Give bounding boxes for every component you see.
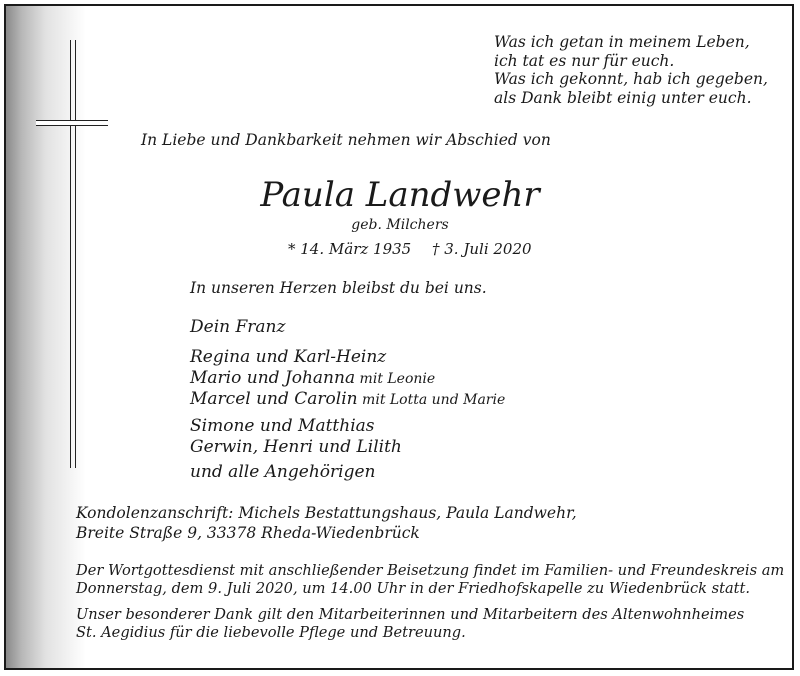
family-line-main: Mario und Johanna: [190, 368, 356, 388]
thanks-note: [76, 606, 744, 642]
family-line-main: Marcel und Carolin: [190, 389, 358, 409]
condolence-line: Kondolenzanschrift: Michels Bestattungshaus, Paula Landwehr,: [76, 504, 577, 522]
family-line-children: mit Leonie: [355, 371, 436, 387]
family-line: Regina und Karl-Heinz: [190, 347, 387, 367]
family-line: Simone und Matthias: [190, 416, 375, 436]
family-line: [190, 389, 505, 411]
family-line: [190, 368, 435, 390]
heart-line: In unseren Herzen bleibst du bei uns.: [190, 279, 487, 297]
family-line: Gerwin, Henri und Lilith: [190, 437, 402, 457]
cross-icon: [36, 120, 108, 126]
poem-line: Was ich getan in meinem Leben,: [494, 33, 750, 51]
thanks-line: St. Aegidius für die liebevolle Pflege und Betreuung.: [76, 624, 466, 641]
poem: [494, 33, 768, 107]
condolence-line: Breite Straße 9, 33378 Rheda-Wiedenbrück: [76, 524, 420, 542]
death-date: † 3. Juli 2020: [432, 240, 532, 258]
family-line-children: mit Lotta und Marie: [357, 392, 506, 408]
thanks-line: Unser besonderer Dank gilt den Mitarbeiterinnen und Mitarbeitern des Altenwohnheimes: [76, 606, 745, 623]
service-line: Donnerstag, dem 9. Juli 2020, um 14.00 Uhr in der Friedhofskapelle zu Wiedenbrück statt.: [76, 580, 751, 597]
service-info: [76, 562, 784, 598]
poem-line: als Dank bleibt einig unter euch.: [494, 88, 752, 107]
deceased-name: Paula Landwehr: [260, 175, 540, 215]
cross-icon-vertical-bar: [70, 40, 76, 468]
birth-name: geb. Milchers: [351, 217, 449, 233]
intro-text: In Liebe und Dankbarkeit nehmen wir Abschied von: [141, 131, 551, 149]
family-spouse: Dein Franz: [190, 317, 286, 337]
family-all-relatives: und alle Angehörigen: [190, 462, 376, 482]
service-line: Der Wortgottesdienst mit anschließender Beisetzung findet im Familien- und Freundeskreis am: [76, 562, 785, 579]
birth-date: * 14. März 1935: [288, 240, 412, 258]
poem-line: ich tat es nur für euch.: [494, 51, 675, 70]
life-dates: [288, 240, 532, 258]
poem-line: Was ich gekonnt, hab ich gegeben,: [494, 70, 768, 88]
condolence-address: [76, 503, 577, 543]
